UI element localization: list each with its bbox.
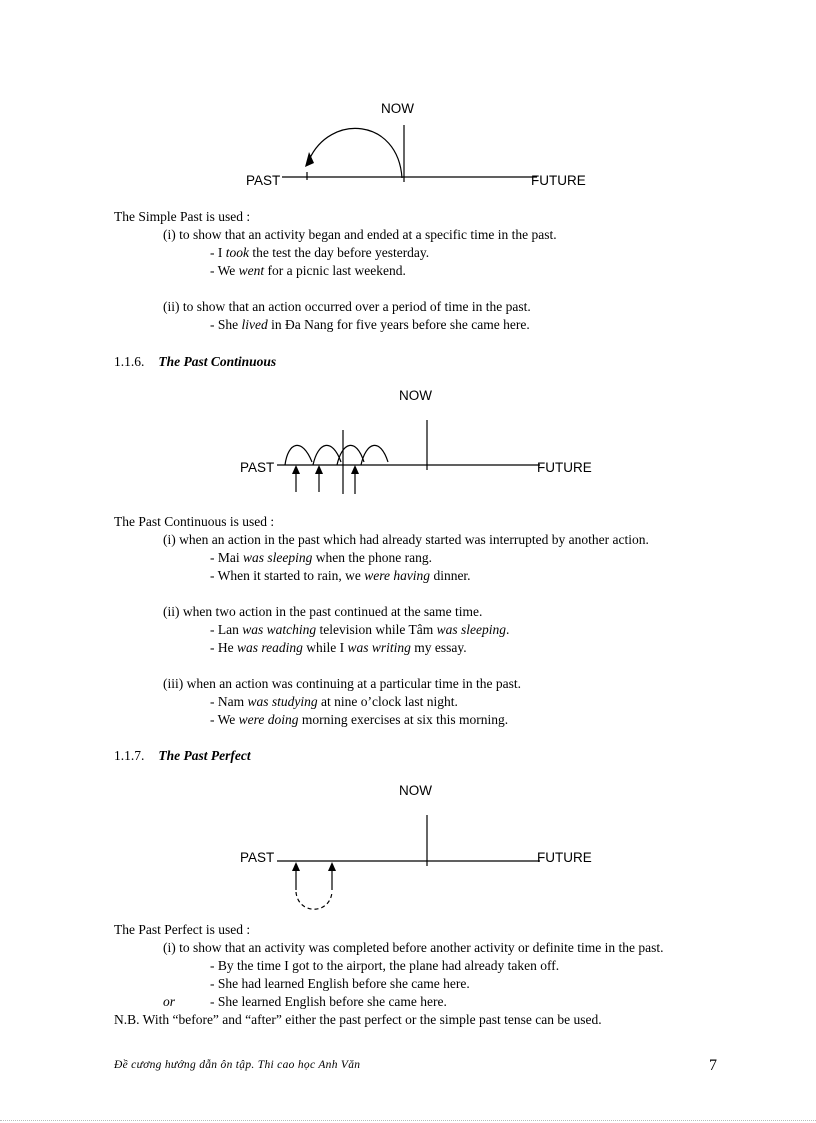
simple-past-intro: The Simple Past is used :	[114, 209, 251, 224]
arrowhead	[328, 862, 336, 871]
past-continuous-example: - Nam was studying at nine o’clock last night.	[210, 694, 458, 709]
past-continuous-example: - Lan was watching television while Tâm was sleeping.	[210, 622, 510, 637]
past-continuous-example: - We were doing morning exercises at six this morning.	[210, 712, 509, 727]
completed-action-link	[296, 892, 332, 909]
arrowhead	[292, 862, 300, 871]
past-label: PAST	[240, 850, 275, 865]
future-label: FUTURE	[537, 850, 592, 865]
past-perfect-example: - She had learned English before she came here.	[210, 976, 470, 991]
simple-past-example: - I took the test the day before yesterday.	[210, 245, 430, 260]
past-label: PAST	[240, 460, 275, 475]
simple-past-use-ii: (ii) to show that an action occurred over a period of time in the past.	[163, 299, 531, 314]
past-perfect-intro: The Past Perfect is used :	[114, 922, 251, 937]
past-continuous-example: - When it started to rain, we were having dinner.	[210, 568, 471, 583]
past-label: PAST	[246, 173, 281, 188]
past-continuous-intro: The Past Continuous is used :	[114, 514, 275, 529]
section-title: The Past Continuous	[158, 354, 277, 369]
page-bottom-divider	[0, 1120, 816, 1121]
simple-past-example: - She lived in Đa Nang for five years before she came here.	[210, 317, 530, 332]
section-number: 1.1.6.	[114, 354, 145, 369]
past-continuous-use-i: (i) when an action in the past which had already started was interrupted by another action.	[163, 532, 649, 547]
simple-past-use-i: (i) to show that an activity began and ended at a specific time in the past.	[163, 227, 557, 242]
section-title: The Past Perfect	[158, 748, 251, 763]
footer-text: Đề cương hướng dẫn ôn tập. Thi cao học Anh Văn	[114, 1059, 361, 1071]
past-perfect-use-i: (i) to show that an activity was completed before another activity or definite time in the past.	[163, 940, 664, 955]
nb-note: N.B. With “before” and “after” either the past perfect or the simple past tense can be used.	[114, 1012, 602, 1027]
past-continuous-use-ii: (ii) when two action in the past continued at the same time.	[163, 604, 483, 619]
page-number: 7	[709, 1057, 717, 1074]
now-label: NOW	[381, 101, 414, 116]
past-continuous-example: - He was reading while I was writing my essay.	[210, 640, 467, 655]
section-number: 1.1.7.	[114, 748, 145, 763]
now-label: NOW	[399, 783, 432, 798]
past-continuous-use-iii: (iii) when an action was continuing at a particular time in the past.	[163, 676, 522, 691]
simple-past-example: - We went for a picnic last weekend.	[210, 263, 406, 278]
now-label: NOW	[399, 388, 432, 403]
or-label: or	[163, 994, 176, 1009]
future-label: FUTURE	[537, 460, 592, 475]
past-perfect-example: - She learned English before she came here.	[210, 994, 447, 1009]
past-perfect-example: - By the time I got to the airport, the plane had already taken off.	[210, 958, 560, 973]
future-label: FUTURE	[531, 173, 586, 188]
past-continuous-example: - Mai was sleeping when the phone rang.	[210, 550, 432, 565]
